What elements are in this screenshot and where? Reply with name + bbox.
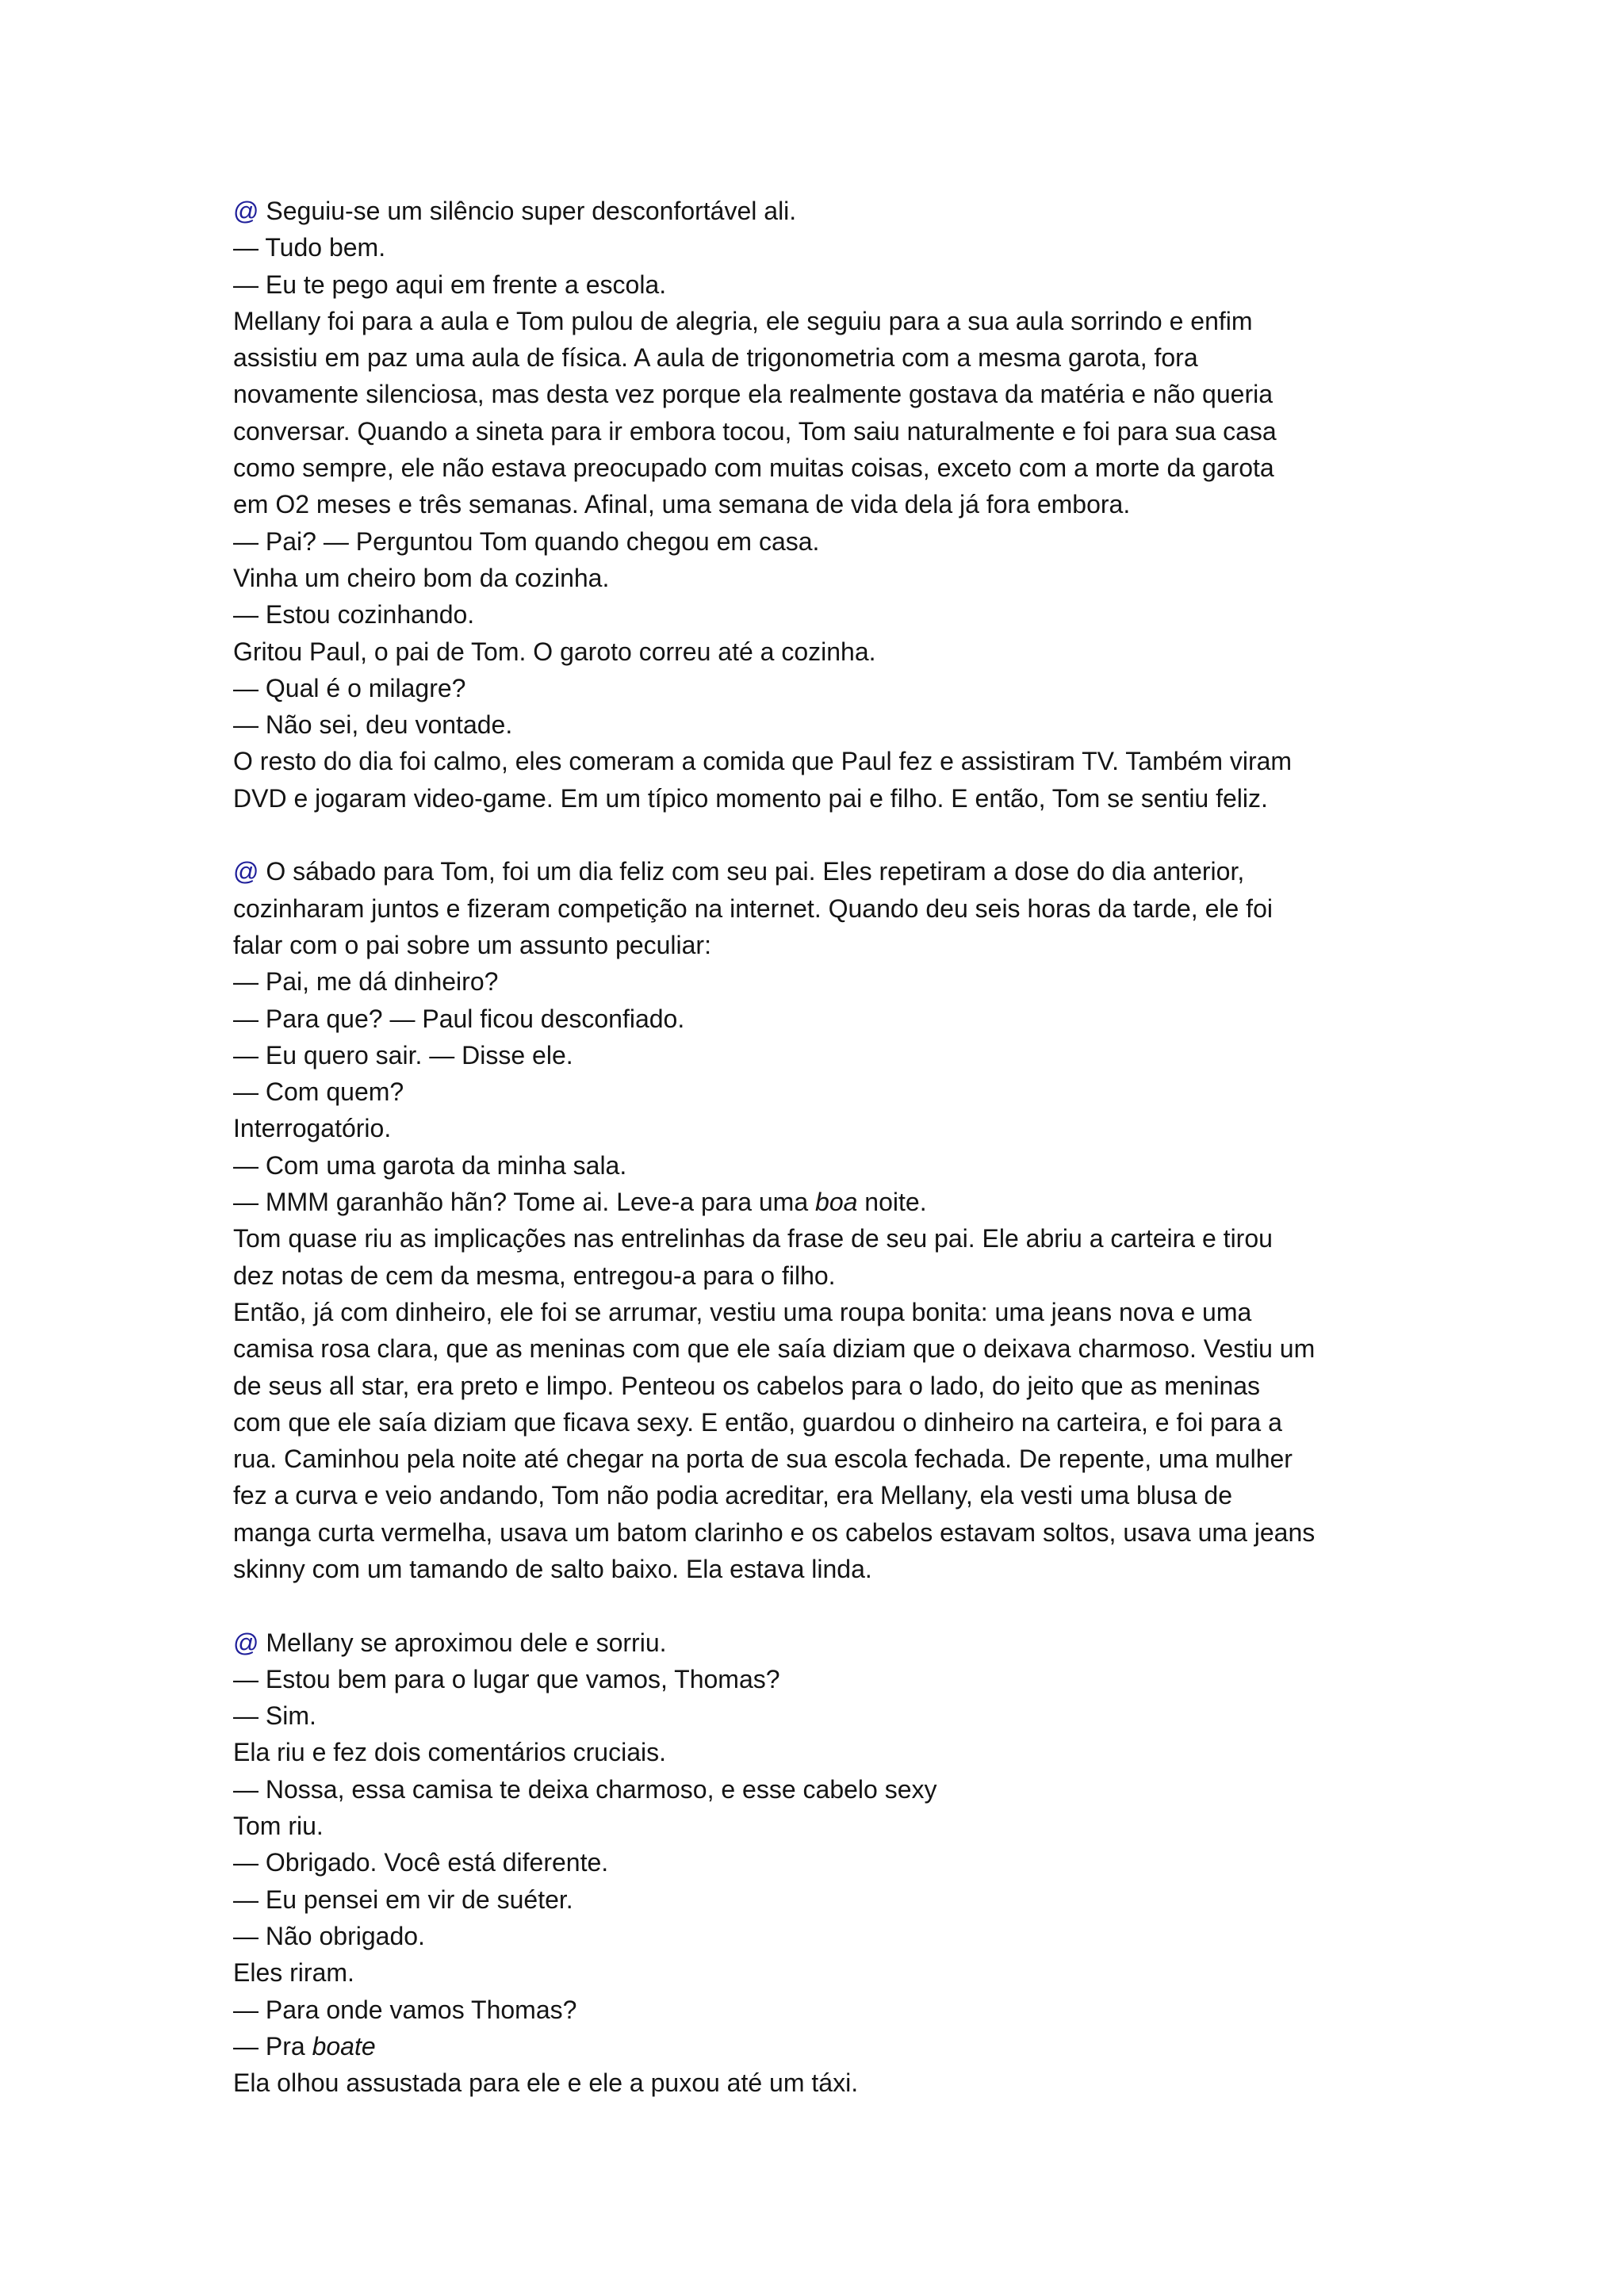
paragraph-block-2 bbox=[233, 853, 1407, 1587]
text-line: — Para onde vamos Thomas? bbox=[233, 1995, 577, 2024]
text-line: O resto do dia foi calmo, eles comeram a comida que Paul fez e assistiram TV. Também viram bbox=[233, 747, 1293, 776]
text-line: @ Mellany se aproximou dele e sorriu. bbox=[233, 1628, 667, 1657]
text-line: — Eu te pego aqui em frente a escola. bbox=[233, 270, 667, 299]
paragraph-gap bbox=[233, 817, 1407, 853]
text-line: — Estou cozinhando. bbox=[233, 600, 475, 629]
paragraph-gap bbox=[233, 1587, 1407, 1624]
text-line: Vinha um cheiro bom da cozinha. bbox=[233, 563, 610, 592]
text-line: como sempre, ele não estava preocupado com muitas coisas, exceto com a morte da garota bbox=[233, 453, 1274, 483]
text-line: Ela olhou assustada para ele e ele a puxou até um táxi. bbox=[233, 2068, 859, 2098]
text-line: — Eu pensei em vir de suéter. bbox=[233, 1885, 573, 1914]
text-line: — Qual é o milagre? bbox=[233, 673, 466, 702]
text-line: — Com quem? bbox=[233, 1077, 404, 1107]
text-line: Interrogatório. bbox=[233, 1114, 392, 1143]
text-line: Tom riu. bbox=[233, 1812, 324, 1841]
text-line: em O2 meses e três semanas. Afinal, uma semana de vida dela já fora embora. bbox=[233, 490, 1131, 519]
paragraph-block-3 bbox=[233, 1624, 1407, 2102]
text-line: Gritou Paul, o pai de Tom. O garoto correu até a cozinha. bbox=[233, 637, 876, 666]
at-marker: @ bbox=[233, 857, 259, 886]
emphasis-text: boate bbox=[312, 2031, 376, 2061]
text-line: cozinharam juntos e fizeram competição na internet. Quando deu seis horas da tarde, ele foi bbox=[233, 894, 1273, 923]
text-line: Eles riram. bbox=[233, 1958, 354, 1988]
text-line: — Com uma garota da minha sala. bbox=[233, 1150, 627, 1180]
text-line: — Não sei, deu vontade. bbox=[233, 710, 513, 740]
text-line: — Tudo bem. bbox=[233, 233, 386, 262]
text-line: assistiu em paz uma aula de física. A aula de trigonometria com a mesma garota, fora bbox=[233, 343, 1198, 373]
text-line: dez notas de cem da mesma, entregou-a para o filho. bbox=[233, 1261, 836, 1290]
text-line: — Obrigado. Você está diferente. bbox=[233, 1848, 609, 1877]
text-line: camisa rosa clara, que as meninas com que ele saía diziam que o deixava charmoso. Vestiu um bbox=[233, 1334, 1316, 1364]
text-line: falar com o pai sobre um assunto peculiar: bbox=[233, 930, 711, 959]
text-line: Ela riu e fez dois comentários cruciais. bbox=[233, 1738, 666, 1767]
text-line: — Pra boate bbox=[233, 2031, 376, 2061]
text-line: — Estou bem para o lugar que vamos, Thomas? bbox=[233, 1664, 780, 1693]
text-line: — Não obrigado. bbox=[233, 1921, 425, 1950]
paragraph-block-1 bbox=[233, 193, 1407, 817]
text-line: — Nossa, essa camisa te deixa charmoso, e esse cabelo sexy bbox=[233, 1774, 937, 1804]
document-body bbox=[233, 193, 1407, 2101]
at-marker: @ bbox=[233, 1628, 259, 1657]
text-line: — Eu quero sair. — Disse ele. bbox=[233, 1040, 573, 1070]
text-line: Então, já com dinheiro, ele foi se arrumar, vestiu uma roupa bonita: uma jeans nova e uma bbox=[233, 1297, 1252, 1326]
text-line: @ Seguiu-se um silêncio super desconfortável ali. bbox=[233, 197, 797, 225]
text-line: de seus all star, era preto e limpo. Penteou os cabelos para o lado, do jeito que as meninas bbox=[233, 1371, 1261, 1400]
text-line: Tom quase riu as implicações nas entrelinhas da frase de seu pai. Ele abriu a carteira e tirou bbox=[233, 1224, 1273, 1253]
text-line: — Para que? — Paul ficou desconfiado. bbox=[233, 1004, 685, 1033]
text-line: — MMM garanhão hãn? Tome ai. Leve-a para uma boa noite. bbox=[233, 1188, 927, 1217]
emphasis-text: boa bbox=[815, 1188, 858, 1217]
text-line: — Sim. bbox=[233, 1701, 316, 1731]
text-line: — Pai, me dá dinheiro? bbox=[233, 967, 499, 997]
text-line: @ O sábado para Tom, foi um dia feliz com seu pai. Eles repetiram a dose do dia anterior, bbox=[233, 857, 1245, 886]
text-line: fez a curva e veio andando, Tom não podia acreditar, era Mellany, ela vesti uma blusa de bbox=[233, 1481, 1233, 1510]
at-marker: @ bbox=[233, 197, 259, 225]
text-line: rua. Caminhou pela noite até chegar na porta de sua escola fechada. De repente, uma mulher bbox=[233, 1445, 1293, 1474]
text-line: conversar. Quando a sineta para ir embora tocou, Tom saiu naturalmente e foi para sua casa bbox=[233, 416, 1277, 446]
text-line: novamente silenciosa, mas desta vez porque ela realmente gostava da matéria e não queria bbox=[233, 380, 1273, 409]
text-line: manga curta vermelha, usava um batom clarinho e os cabelos estavam soltos, usava uma jeans bbox=[233, 1517, 1316, 1547]
text-line: DVD e jogaram video-game. Em um típico momento pai e filho. E então, Tom se sentiu feliz. bbox=[233, 783, 1268, 813]
text-line: — Pai? — Perguntou Tom quando chegou em casa. bbox=[233, 526, 820, 556]
text-line: skinny com um tamando de salto baixo. Ela estava linda. bbox=[233, 1554, 872, 1583]
text-line: com que ele saía diziam que ficava sexy. E então, guardou o dinheiro na carteira, e foi para a bbox=[233, 1407, 1282, 1437]
text-line: Mellany foi para a aula e Tom pulou de alegria, ele seguiu para a sua aula sorrindo e enfim bbox=[233, 306, 1253, 335]
